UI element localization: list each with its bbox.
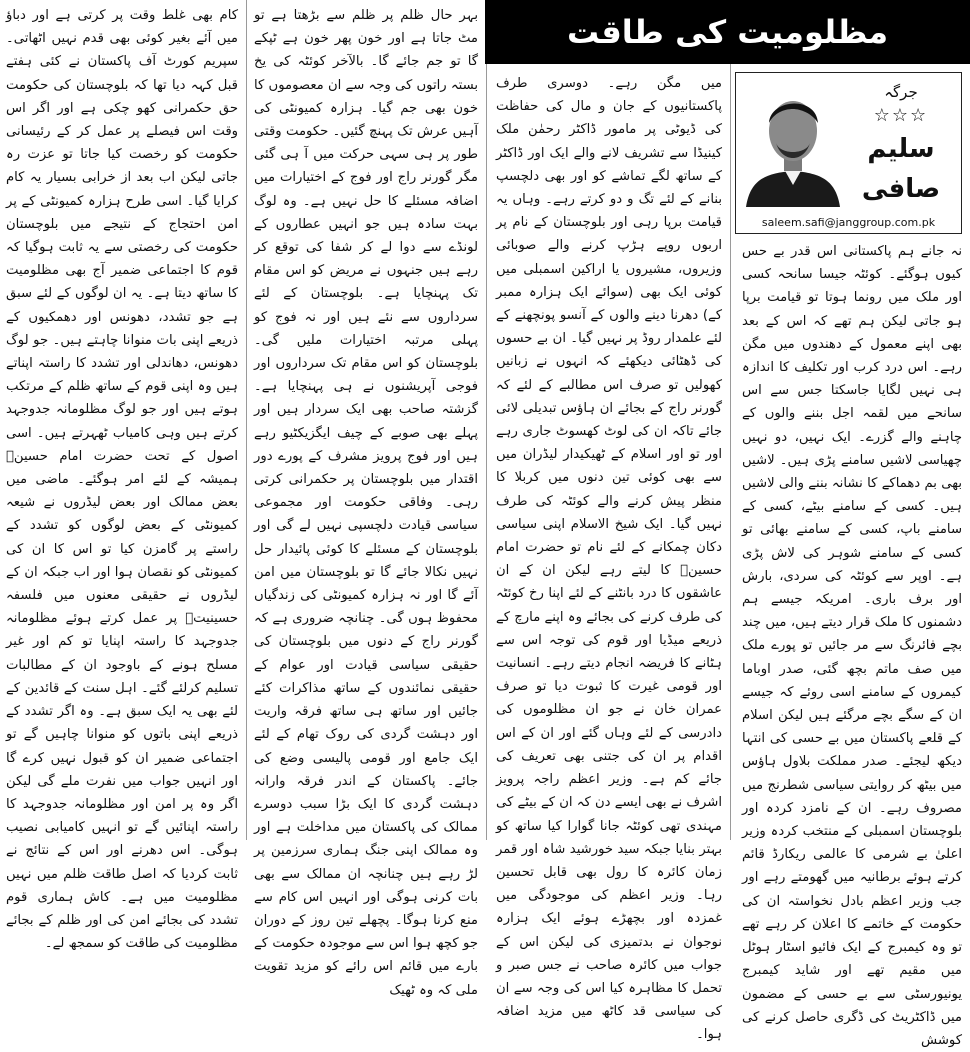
column-rule	[730, 0, 731, 840]
rating-stars: ☆☆☆	[873, 105, 929, 126]
column-paragraph: کام بھی غلط وقت پر کرتی ہے اور دباؤ میں آئے بغیر کوئی بھی قدم نہیں اٹھاتی۔ سپریم کورٹ آف پاکستان نے کئی ہفتے قبل کہہ دیا تھا کہ بلوچستان کی حکومت حق حکمرانی کھو چکی ہے اور اگر اس وقت اس فیصلے پر عمل کر کے رئیسانی حکومت کو رخصت کیا جاتا تو عزت رہ جاتی لیکن اب بعد از خرابی بسیار یہ کام کرایا گیا۔ اسی طرح ہزارہ کمیونٹی کے پر امن احتجاج کے نتیجے میں بلوچستان حکومت کی رخصتی سے یہ ثابت ہوگیا کہ قوم کا اجتماعی ضمیر آج بھی مظلومیت کا ساتھ دیتا ہے۔ یہ ان لوگوں کے لئے سبق ہے جو تشدد، دھونس اور دھمکیوں کے ذریعے اپنی بات منوانا چاہتے ہیں۔ جو لوگ دھونس، دھاندلی اور تشدد کا راستہ اپناتے ہیں وہ اپنی قوم کے ساتھ ظلم کے مرتکب ہوتے ہیں اور جو لوگ مظلومانہ جدوجہد کرتے ہیں وہی کامیاب ٹھہرتے ہیں۔ اسی اصول کے تحت حضرت امام حسینؓ ہمیشہ کے لئے امر ہوگئے۔ ماضی میں بعض ممالک اور بعض لیڈروں نے شیعہ کمیونٹی کے بعض لوگوں کو تشدد کے راستے پر گامزن کیا تو اس کا ان کی کمیونٹی کو نقصان ہوا اور اب جبکہ ان کے لیڈروں نے حقیقی معنوں میں فلسفہ حسینیتؓ پر عمل کرتے ہوئے مظلومانہ جدوجہد کا راستہ اپنایا تو کم اور غیر مسلح ہونے کے باوجود ان کے مطالبات تسلیم کرلئے گئے۔ اہل سنت کے قائدین کے لئے بھی یہ ایک سبق ہے۔ وہ اگر تشدد کے ذریعے اپنی باتوں کو منوانا چاہیں گے تو اجتماعی ضمیر ان کو قبول نہیں کرے گا اور انہیں جواب میں نفرت ملے گی لیکن اگر وہ پر امن اور مظلومانہ جدوجہد کا راستہ اپنائیں گے تو انہیں کامیابی نصیب ہوگی۔ اس دھرنے اور اس کے نتائج نے ثابت کردیا کہ اصل طاقت ظلم میں نہیں مظلومیت میں ہے۔ کاش ہماری قوم تشدد کی بجائے امن کی اور ظلم کے بجائے مظلومیت کی طاقت کو سمجھ لے۔	[6, 8, 238, 952]
byline-text	[846, 81, 956, 209]
author-photo	[744, 81, 842, 207]
column-paragraph: میں مگن رہے۔ دوسری طرف پاکستانیوں کے جان و مال کی حفاظت کی ڈیوٹی پر مامور ڈاکٹر رحمٰن ملک کینیڈا سے تشریف لانے والے ایک اور ڈاکٹر کے ساتھ لگے تماشے کو اور بھی دلچسپ بنانے کے لئے تگ و دو کرتے رہے۔ وہاں یہ قیامت برپا رہی اور بلوچستان کے نام پر اربوں روپے ہڑپ کرنے والے صوبائی وزیروں، مشیروں یا اراکین اسمبلی میں کوئی ایک بھی (سوائے ایک ہزارہ ممبر کے) دھرنا دینے والوں کے آنسو پونچھنے کے لئے علمدار روڈ پر نہیں گیا۔ ان بے حسوں کی ڈھٹائی دیکھئے کہ انہوں نے زبانیں کھولیں تو صرف اس مطالبے کے لئے کہ گورنر راج کے بجائے ان ہاؤس تبدیلی لائی جائے تاکہ ان کی لوٹ کھسوٹ جاری رہے اور تو اور اسلام کے ٹھیکیدار لیڈران میں سے بھی کوئی تین دنوں میں کربلا کا منظر پیش کرنے والے کوئٹہ کی طرف نہیں گیا۔ ایک شیخ الاسلام اپنی سیاسی دکان چمکانے کے لئے نام تو حضرت امام حسینؓ کا لیتے رہے لیکن ان کے ان عاشقوں کا درد بانٹنے کے لئے اپنا رخ کوئٹہ کی طرف کرنے کی بجائے وہ اپنے مارچ کے ذریعے میڈیا اور قوم کی توجہ اس سے ہٹانے کا فریضہ انجام دیتے رہے۔ انسانیت اور قومی غیرت کا ثبوت دیا تو صرف عمران خان نے جو ان مظلوموں کی دادرسی کے لئے وہاں گئے اور ان کے اس اقدام پر ان کی جتنی بھی تعریف کی جائے کم ہے۔ وزیر اعظم راجہ پرویز اشرف نے بھی ایسے دن کہ ان کے بیٹے کی مہندی تھی کوئٹہ جانا گوارا کیا ساتھ کو بہتر بنایا جبکہ سید خورشید شاہ اور قمر زمان کائرہ کا رول بھی قابل تحسین رہا۔ وزیر اعظم کی موجودگی میں غمزدہ اور بچھڑے ہوئے ایک ہزارہ نوجوان نے بدتمیزی کی لیکن اس کے جواب میں کائرہ صاحب نے جس صبر و تحمل کا مظاہرہ کیا اس کی وجہ سے ان کی سیاسی قد کاٹھ میں مزید اضافہ ہوا۔	[496, 76, 722, 1043]
column-paragraph: بہر حال ظلم پر ظلم سے بڑھتا ہے تو مٹ جاتا ہے اور خون پھر خون ہے ٹپکے گا تو جم جائے گا۔ بالآخر کوئٹہ کی یخ بستہ راتوں کی وجہ سے ان معصوموں کا خون بھی جم گیا۔ ہزارہ کمیونٹی کی آہیں عرش تک پہنچ گئیں۔ حکومت وقتی طور پر ہی سہی حرکت میں آ ہی گئی مگر گورنر راج اور فوج کے اختیارات میں اضافہ مسئلے کا حل نہیں ہے۔ وہ لوگ بہت سادہ ہیں جو انہیں عطاروں کے لونڈے سے دوا لے کر شفا کی توقع کر رہے ہیں جنہوں نے مریض کو اس مقام تک پہنچایا ہے۔ بلوچستان کے لئے سرداروں سے نئے ہیں اور نہ فوج کو پہلی مرتبہ اختیارات ملیں گی۔ بلوچستان کو اس مقام تک سرداروں اور فوجی آپریشنوں نے ہی پہنچایا ہے۔ گزشتہ صاحب بھی ایک سردار ہیں اور پہلے بھی صوبے کے چیف ایگزیکٹیو رہے ہیں اور فوج پرویز مشرف کے پورے دور اقتدار میں بلوچستان پر حکمرانی کرتی رہی۔ وفاقی حکومت اور مجموعی سیاسی قیادت دلچسپی نہیں لے گی اور بلوچستان کے مسئلے کا کوئی پائیدار حل نہیں نکالا جائے گا تو بلوچستان میں امن آئے گا اور نہ ہزارہ کمیونٹی کی زندگیاں محفوظ ہوں گی۔ چنانچہ ضروری ہے کہ گورنر راج کے دنوں میں بلوچستان کی حقیقی سیاسی قیادت اور عوام کے حقیقی نمائندوں کے ساتھ مذاکرات کئے جائیں اور ساتھ ہی ساتھ فرقہ واریت اور دہشت گردی کی روک تھام کے لئے ایک جامع اور قومی پالیسی وضع کی جائے۔ پاکستان کے اندر فرقہ وارانہ دہشت گردی کا ایک بڑا سبب دوسرے ممالک کی پاکستان میں مداخلت ہے اور وہ ممالک اپنی جنگ ہماری سرزمین پر لڑ رہے ہیں چنانچہ ان ممالک سے بھی بات کرنی ہوگی اور انہیں اس کام سے منع کرنا ہوگا۔ پچھلے تین روز کے دوران جو کچھ ہوا اس سے موجودہ حکومت کے بارے میں قائم اس رائے کو مزید تقویت ملی کہ وہ ٹھیک	[254, 8, 478, 998]
column-paragraph: نہ جانے ہم پاکستانی اس قدر بے حس کیوں ہوگئے۔ کوئٹہ جیسا سانحہ کسی اور ملک میں رونما ہوتا تو قیامت برپا ہو جاتی لیکن ہم تھے کہ اس کے بعد بھی اپنے معمول کے دھندوں میں مگن رہے۔ اس درد کرب اور تکلیف کا اندازہ ہی نہیں لگایا جاسکتا جس سے اس سانحے میں لقمہ اجل بننے والوں کے چاہنے والے گزرے۔ ایک نہیں، دو نہیں چھیاسی لاشیں سامنے پڑی ہیں۔ لاشیں بھی بم دھماکے کا نشانہ بننے والی لاشیں ہیں۔ کسی کے سامنے بیٹے، کسی کے سامنے باپ، کسی کے سامنے بھائی تو کسی کے سامنے شوہر کی لاش پڑی ہے۔ اوپر سے کوئٹہ کی سردی، بارش اور برف باری۔ امریکہ جیسے ہم دشمنوں کا ملک قرار دیتے ہیں، میں چند بچے فائرنگ سے مر جائیں تو پورے ملک میں صف ماتم بچھ گئی، صدر اوباما کیمروں کے سامنے اسی روئے کہ جیسے ان کے سگے بچے مرگئے ہیں لیکن اسلام کے قلعے پاکستان میں بے حسی کی انتہا دیکھ لیجئے۔ صدر مملکت بلاول ہاؤس میں بیٹھ کر روایتی سیاسی شطرنج میں مصروف رہے۔ ان کے نامزد کردہ اور بلوچستان اسمبلی کے منتخب کردہ وزیر اعلیٰ بے شرمی کا عالمی ریکارڈ قائم کرتے ہوئے برطانیہ میں گھومتے رہے اور جب وزیر اعظم بادل نخواستہ ان کی حکومت کے خاتمے کا اعلان کر رہے تھے تو وہ کیمبرج کے ایک فائیو اسٹار ہوٹل میں مقیم تھے اور شاید کیمبرج یونیورسٹی سے بے حسی کے مضمون میں ڈاکٹریٹ کی ڈگری حاصل کرنے کی کوشش	[742, 244, 962, 1048]
text-column-1	[742, 240, 962, 1048]
text-column-3	[254, 4, 478, 998]
byline-box	[735, 72, 962, 234]
article-title: مظلومیت کی طاقت	[485, 0, 970, 64]
column-rule	[246, 0, 247, 840]
text-column-4	[6, 4, 238, 952]
column-rule	[486, 0, 487, 840]
author-email: saleem.safi@janggroup.com.pk	[761, 216, 936, 229]
column-name: جرگہ	[884, 83, 918, 101]
author-name: سلیم صافی	[861, 134, 941, 204]
text-column-2	[496, 72, 722, 1043]
